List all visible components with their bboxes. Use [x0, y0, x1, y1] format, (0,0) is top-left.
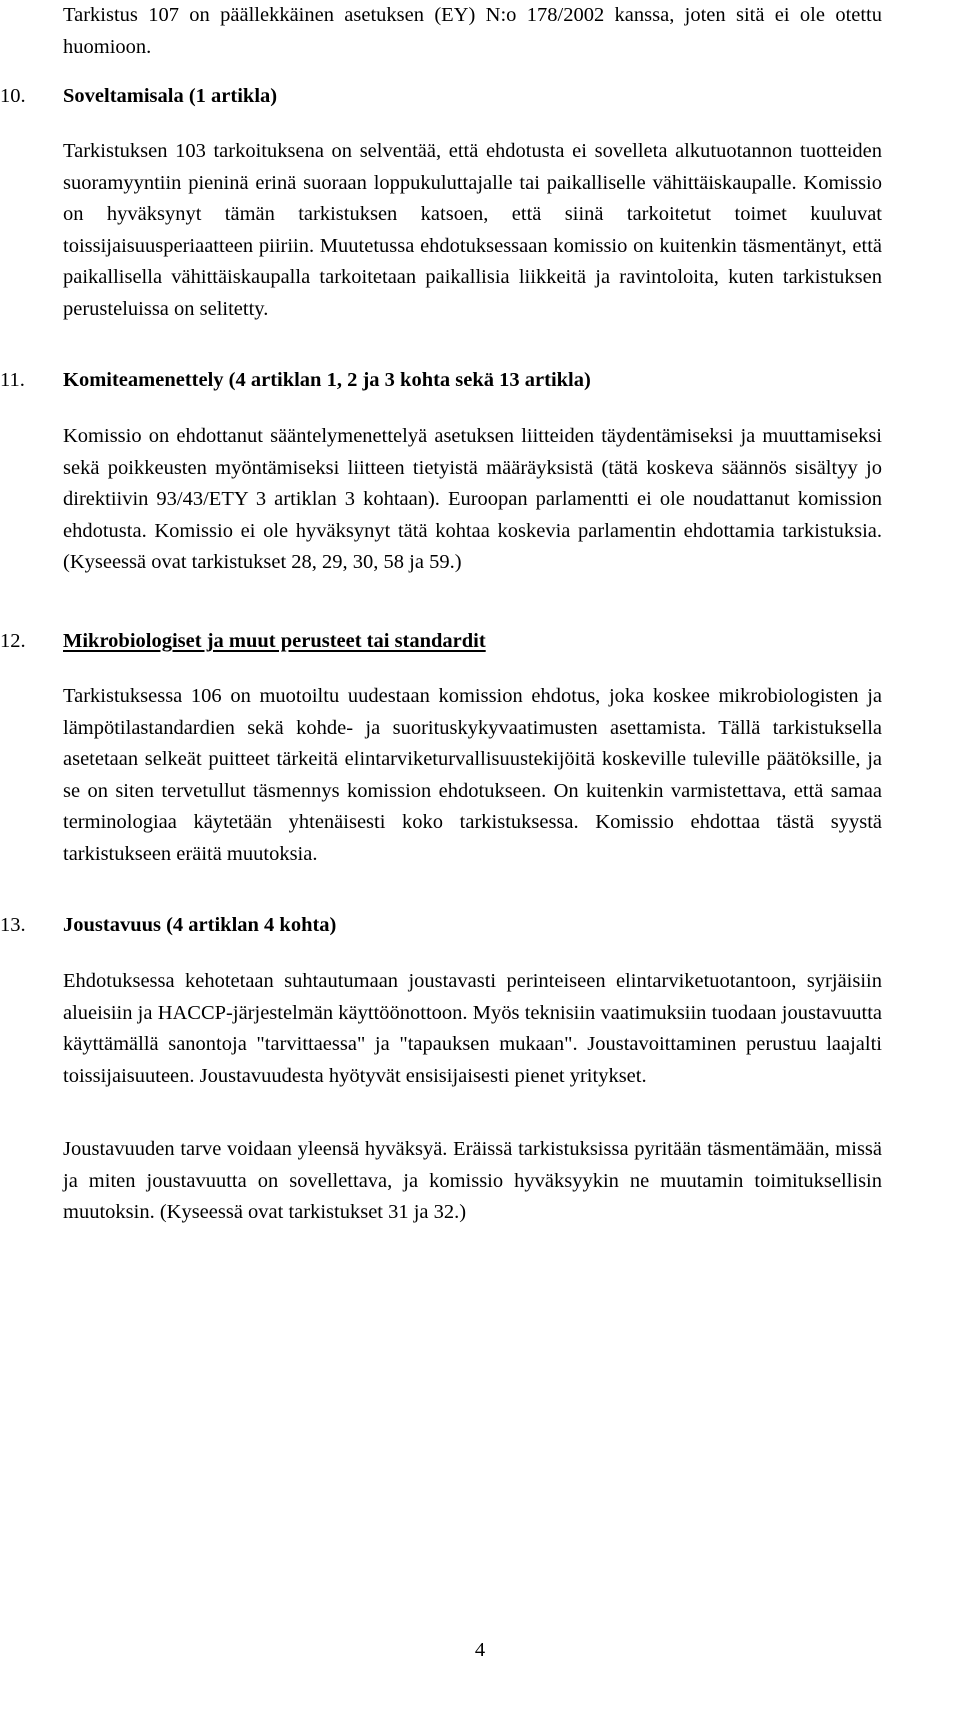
- section-number: 11.: [0, 369, 25, 391]
- section-12-heading: [0, 626, 882, 658]
- section-number: 10.: [0, 85, 26, 107]
- section-number: 13.: [0, 914, 26, 936]
- section-10-paragraph: Tarkistuksen 103 tarkoituksena on selventää, että ehdotusta ei sovelleta alkutuotannon tuotteiden suoramyyntiin pieninä erinä suoraan loppukuluttajalle tai paikalliselle vähittäiskaupalle. Komissio on hyväksynyt tämän tarkistuksen katsoen, että siinä tarkoitetut toimet kuuluvat toissijaisuusperiaatteen piiriin. Muutetussa ehdotuksessaan komissio on kuitenkin täsmentänyt, että paikallisella vähittäiskaupalla tarkoitetaan paikallisia liikkeitä ja ravintoloita, kuten tarkistuksen perusteluissa on selitetty.: [63, 140, 882, 320]
- section-10-heading: [0, 81, 882, 113]
- page-number: 4: [474, 1639, 486, 1661]
- section-title: Joustavuus (4 artiklan 4 kohta): [63, 914, 337, 936]
- section-title: Komiteamenettely (4 artiklan 1, 2 ja 3 kohta sekä 13 artikla): [63, 369, 591, 391]
- section-13-heading: [0, 910, 882, 942]
- section-title: Soveltamisala (1 artikla): [63, 85, 278, 107]
- intro-paragraph: Tarkistus 107 on päällekkäinen asetuksen (EY) N:o 178/2002 kanssa, joten sitä ei ole otettu huomioon.: [63, 4, 882, 58]
- section-13-paragraph-2: Joustavuuden tarve voidaan yleensä hyväksyä. Eräissä tarkistuksissa pyritään täsmentämään, missä ja miten joustavuutta on sovellettava, ja komissio hyväksyykin ne muutamin toimituksellisin muutoksin. (Kyseessä ovat tarkistukset 31 ja 32.): [63, 1138, 882, 1224]
- section-number: 12.: [0, 630, 26, 652]
- section-13-paragraph-1: Ehdotuksessa kehotetaan suhtautumaan joustavasti perinteiseen elintarviketuotantoon, syrjäisiin alueisiin ja HACCP-järjestelmän käyttöönottoon. Myös teknisiin vaatimuksiin tuodaan joustavuutta käyttämällä sanontoja "tarvittaessa" ja "tapauksen mukaan". Joustavoittaminen perustuu laajalti toissijaisuuteen. Joustavuudesta hyötyvät ensisijaisesti pienet yritykset.: [63, 970, 882, 1087]
- section-11-heading: [0, 365, 882, 397]
- section-12-paragraph: Tarkistuksessa 106 on muotoiltu uudestaan komission ehdotus, joka koskee mikrobiologisten ja lämpötilastandardien sekä kohde- ja suorituskykyvaatimusten asettamista. Tällä tarkistuksella asetetaan selkeät puitteet tärkeitä elintarviketurvallisuustekijöitä koskeville tuleville päätöksille, ja se on siten tervetullut täsmennys komission ehdotukseen. On kuitenkin varmistettava, että samaa terminologiaa käytetään yhtenäisesti koko tarkistuksessa. Komissio ehdottaa tästä syystä tarkistukseen eräitä muutoksia.: [63, 685, 882, 865]
- section-title: Mikrobiologiset ja muut perusteet tai standardit: [63, 630, 486, 652]
- section-11-paragraph: Komissio on ehdottanut sääntelymenettelyä asetuksen liitteiden täydentämiseksi ja muuttamiseksi sekä poikkeusten myöntämiseksi liitteen tietyistä määräyksistä (tätä koskeva säännös sisältyy jo direktiivin 93/43/ETY 3 artiklan 3 kohtaan). Euroopan parlamentti ei ole noudattanut komission ehdotusta. Komissio ei ole hyväksynyt tätä kohtaa koskevia parlamentin ehdottamia tarkistuksia. (Kyseessä ovat tarkistukset 28, 29, 30, 58 ja 59.): [63, 425, 882, 574]
